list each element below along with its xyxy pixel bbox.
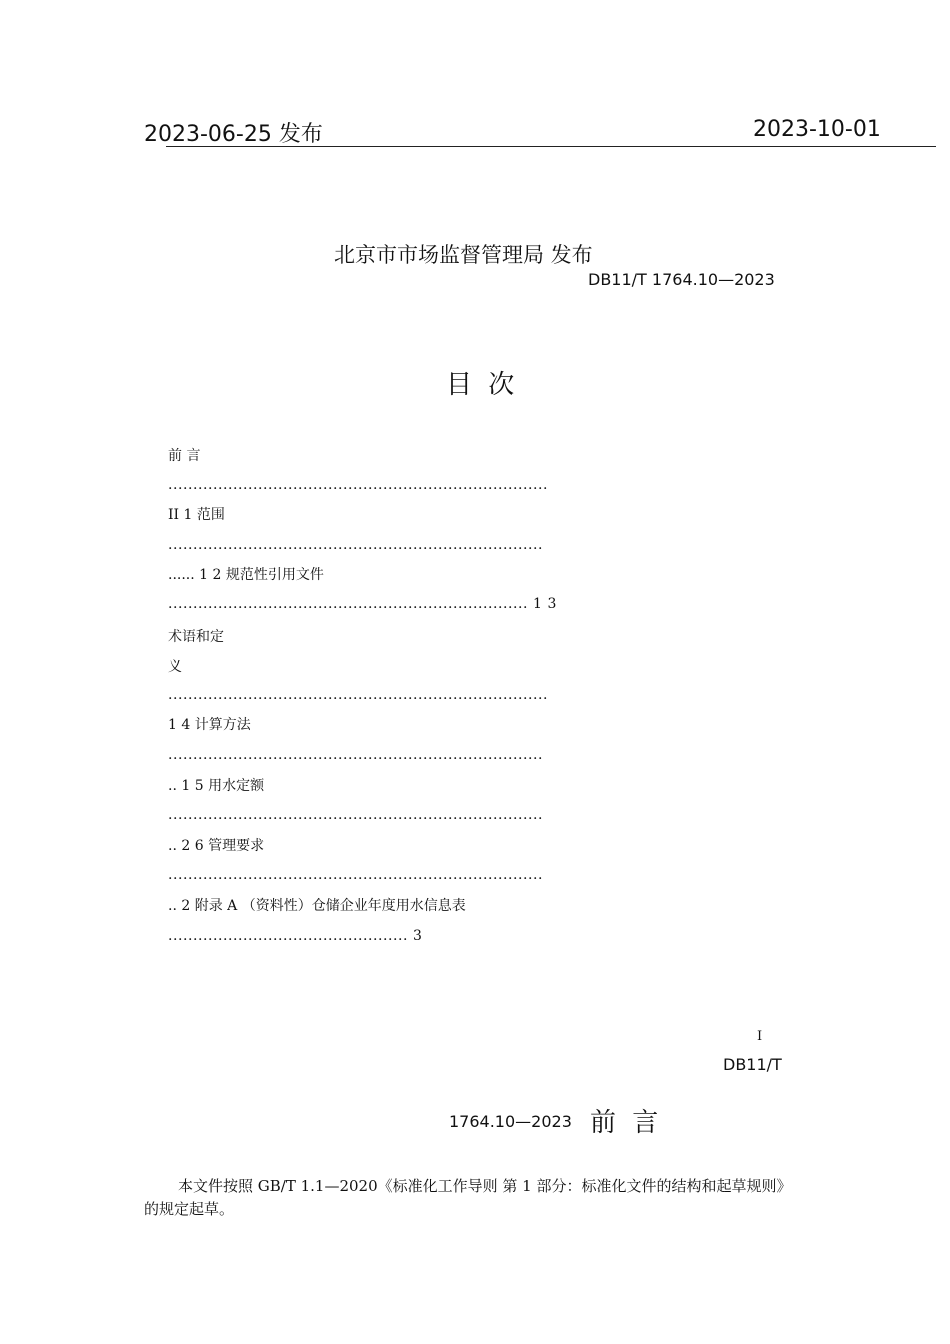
toc-line: ...... 1 2 规范性引用文件 — [168, 567, 324, 583]
toc-line: 义 — [168, 659, 182, 675]
doc-number-bottom-continued: 1764.10—2023 — [449, 1112, 572, 1131]
toc-title: 目 次 — [446, 370, 519, 400]
page-number: I — [757, 1029, 763, 1044]
publisher: 北京市市场监督管理局 发布 — [334, 243, 593, 267]
toc-line: .. 2 附录 A （资料性）仓储企业年度用水信息表 — [168, 898, 466, 914]
header-divider — [166, 146, 936, 147]
toc-line: 1 4 计算方法 — [168, 717, 251, 733]
implement-date: 2023-10-01 — [753, 117, 881, 142]
toc-dots: ........................................................................... — [168, 537, 544, 553]
publish-date: 2023-06-25 发布 — [144, 122, 323, 147]
foreword-paragraph: 本文件按照 GB/T 1.1—2020《标准化工作导则 第 1 部分：标准化文件的结构和起草规则》的规定起草。 — [144, 1177, 792, 1218]
toc-line: .. 2 6 管理要求 — [168, 838, 265, 854]
doc-number-bottom: DB11/T — [723, 1055, 782, 1074]
doc-number-top: DB11/T 1764.10—2023 — [588, 270, 775, 289]
toc-dots: ........................................................................... — [168, 747, 544, 763]
toc-dots: ........................................................................... — [168, 867, 544, 883]
toc-dots: ................................................ 3 — [168, 928, 423, 944]
toc-dots: ............................................................................ — [168, 477, 549, 493]
toc-dots: ........................................................................ 1 3 — [168, 596, 557, 612]
toc-line: .. 1 5 用水定额 — [168, 778, 265, 794]
foreword-body — [144, 1175, 794, 1221]
foreword-title: 前 言 — [590, 1108, 663, 1138]
toc-line: 术语和定 — [168, 629, 224, 645]
toc-dots: ........................................................................... — [168, 807, 544, 823]
toc-line: 前 言 — [168, 448, 201, 464]
toc-line: II 1 范围 — [168, 507, 225, 523]
toc-dots: ............................................................................ — [168, 687, 549, 703]
